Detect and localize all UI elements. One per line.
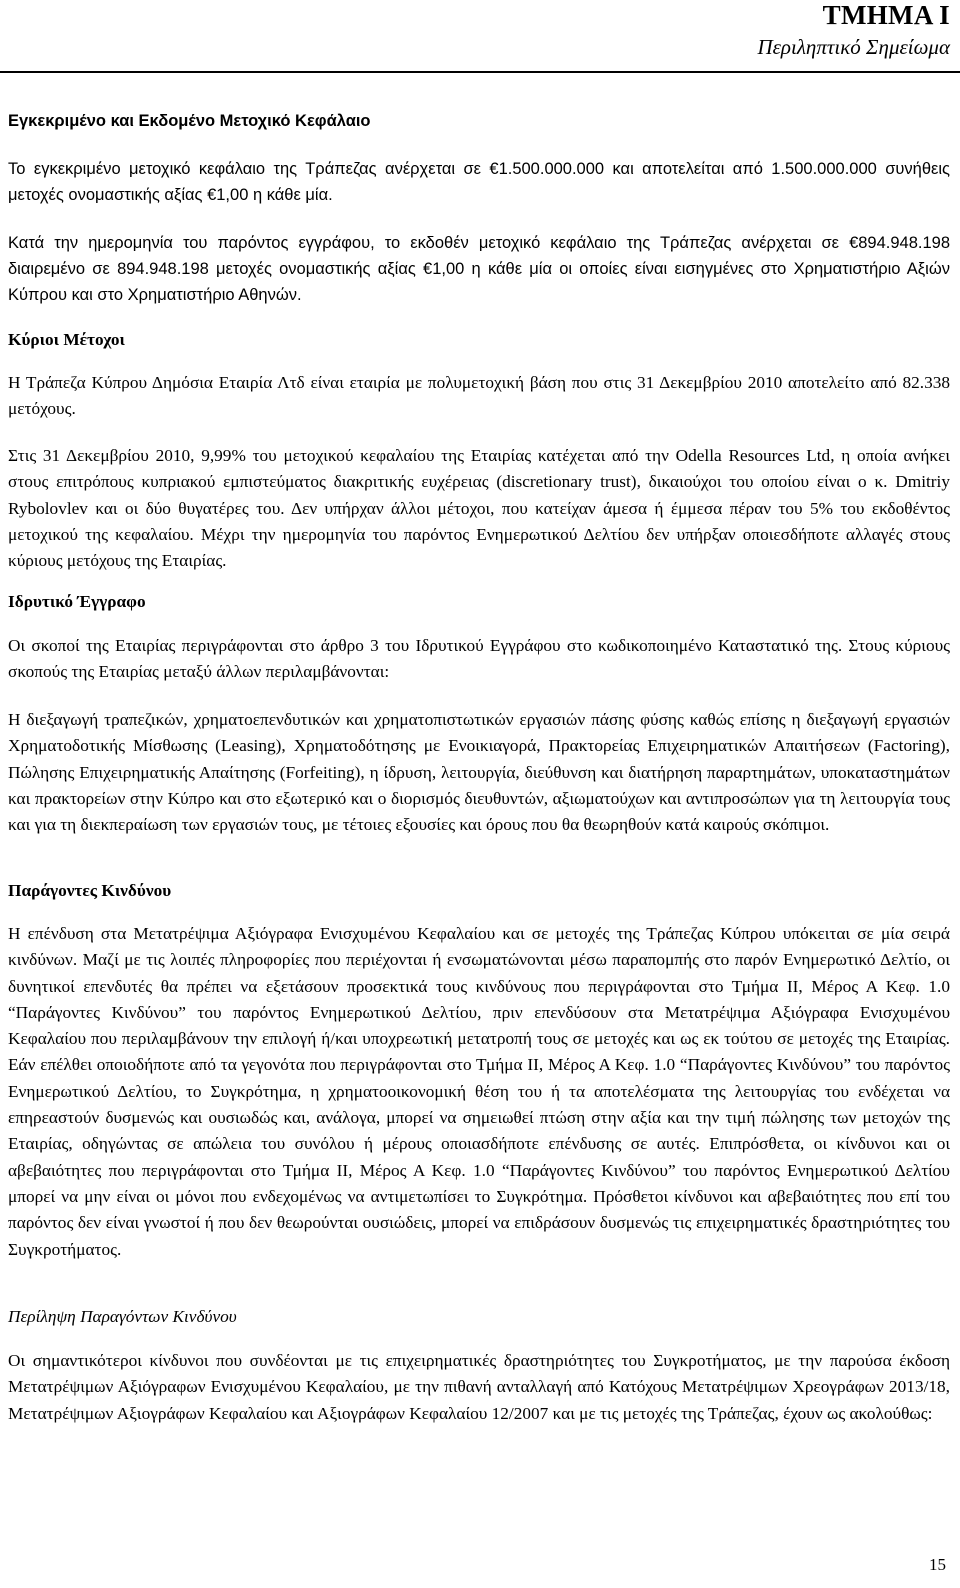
charter-paragraph-2: Η διεξαγωγή τραπεζικών, χρηματοεπενδυτικών και χρηματοπιστωτικών εργασιών πάσης φύσης καθώς επίσης η διεξαγωγή εργασιών Χρηματοδοτικής Μίσθωσης (Leasing), Χρηματοδότησης με Ενοικιαγορά, Πρακτορείας Επιχειρηματικών Απαιτήσεων (Factoring), Πώλησης Επιχειρηματικής Απαίτησης (Forfeiting), η ίδρυση, λειτουργία, διεύθυνση και διατήρηση παραρτημάτων, υποκαταστημάτων και πρακτορείων στην Κύπρο και στο εξωτερικό και ο διορισμός διευθυντών, αξιωματούχων και αντιπροσώπων για τη λειτουργία τους και για τη διεκπεραίωση των εργασιών τους, με τέτοιες εξουσίες και όρους που θα θεωρηθούν κατά καιρούς σκόπιμοι. xyxy=(8,710,950,835)
page-number: 15 xyxy=(929,1555,946,1574)
shareholders-paragraph-1: Η Τράπεζα Κύπρου Δημόσια Εταιρία Λτδ είναι εταιρία με πολυμετοχική βάση που στις 31 Δεκεμβρίου 2010 αποτελείτο από 82.338 μετόχους. xyxy=(8,373,950,419)
capital-heading: Εγκεκριμένο και Εκδομένο Μετοχικό Κεφάλαιο xyxy=(8,112,371,130)
header-divider xyxy=(0,71,960,73)
charter-paragraph-1: Οι σκοποί της Εταιρίας περιγράφονται στο άρθρο 3 του Ιδρυτικού Εγγράφου στο κωδικοποιημένο Καταστατικό της. Στους κύριους σκοπούς της Εταιρίας μεταξύ άλλων περιλαμβάνονται: xyxy=(8,636,950,682)
risks-paragraph-1: Η επένδυση στα Μετατρέψιμα Αξιόγραφα Ενισχυμένου Κεφαλαίου και σε μετοχές της Τράπεζας Κύπρου υπόκειται σε μία σειρά κινδύνων. Μαζί με τις λοιπές πληροφορίες που περιέχονται ή ενσωματώνονται μέσω παραπομπής στο παρόν Ενημερωτικό Δελτίο, οι δυνητικοί επενδυτές θα πρέπει να εξετάσουν προσεκτικά τους κινδύνους που περιγράφονται στο Τμήμα ΙΙ, Μέρος Α Κεφ. 1.0 “Παράγοντες Κινδύνου” του παρόντος Ενημερωτικού Δελτίου, πριν επενδύσουν στα Μετατρέψιμα Αξιόγραφα Ενισχυμένου Κεφαλαίου που περιλαμβάνουν την επιλογή ή/και υποχρεωτική μετατροπή τους σε μετοχές και ως εκ τούτου σε μετοχές της Εταιρίας. Εάν επέλθει οποιοδήποτε από τα γεγονότα που περιγράφονται στο Τμήμα ΙΙ, Μέρος Α Κεφ. 1.0 “Παράγοντες Κινδύνου” του παρόντος Ενημερωτικού Δελτίου, το Συγκρότημα, η χρηματοοικονομική θέση του ή τα αποτελέσματα της λειτουργίας του ενδέχεται να επηρεαστούν δυσμενώς και ουσιωδώς και, ανάλογα, μπορεί να σημειωθεί πτώση στην αξία και την τιμή πώλησης των μετοχών της Εταιρίας, οδηγώντας σε απώλεια του συνόλου ή μέρους οποιασδήποτε επένδυσης σε αυτές. Επιπρόσθετα, οι κίνδυνοι και οι αβεβαιότητες που περιγράφονται στο Τμήμα ΙΙ, Μέρος Α Κεφ. 1.0 “Παράγοντες Κινδύνου” του παρόντος Ενημερωτικού Δελτίου μπορεί να μην είναι οι μόνοι που ενδεχομένως να αντιμετωπίσει το Συγκρότημα. Πρόσθετοι κίνδυνοι και αβεβαιότητες που επί του παρόντος δεν είναι γνωστοί ή που δεν θεωρούνται ουσιώδεις, μπορεί να επιδράσουν δυσμενώς τις επιχειρηματικές δραστηριότητες του Συγκροτήματος. xyxy=(8,924,950,1259)
capital-paragraph-2: Κατά την ημερομηνία του παρόντος εγγράφου, το εκδοθέν μετοχικό κεφάλαιο της Τράπεζας ανέρχεται σε €894.948.198 διαιρεμένο σε 894.948.198 μετοχές ονομαστικής αξίας €1,00 η κάθε μία οι οποίες είναι εισηγμένες στο Χρηματιστήριο Αξιών Κύπρου και στο Χρηματιστήριο Αθηνών. xyxy=(8,234,950,304)
risk-summary-paragraph-1: Οι σημαντικότεροι κίνδυνοι που συνδέονται με τις επιχειρηματικές δραστηριότητες του Συγκροτήματος, με την παρούσα έκδοση Μετατρέψιμων Αξιόγραφων Ενισχυμένου Κεφαλαίου, με την πιθανή ανταλλαγή από Κατόχους Μετατρέψιμων Χρεογράφων 2013/18, Μετατρέψιμων Αξιογράφων Κεφαλαίου και Αξιογράφων Κεφαλαίου 12/2007 και με τις μετοχές της Τράπεζας, έχουν ως ακολούθως: xyxy=(8,1351,950,1423)
capital-paragraph-1: Το εγκεκριμένο μετοχικό κεφάλαιο της Τράπεζας ανέρχεται σε €1.500.000.000 και αποτελείται από 1.500.000.000 συνήθεις μετοχές ονομαστικής αξίας €1,00 η κάθε μία. xyxy=(8,160,950,204)
section-title: ΤΜΗΜΑ Ι xyxy=(822,0,950,30)
charter-heading: Ιδρυτικό Έγγραφο xyxy=(8,592,146,611)
shareholders-heading: Κύριοι Μέτοχοι xyxy=(8,330,125,349)
shareholders-paragraph-2: Στις 31 Δεκεμβρίου 2010, 9,99% του μετοχικού κεφαλαίου της Εταιρίας κατέχεται από την Odella Resources Ltd, η οποία ανήκει στους επιτρόπους κυπριακού εμπιστεύματος διακριτικής ευχέρειας (discretionary trust), δικαιούχοι του οποίου είναι ο κ. Dmitriy Rybolovlev και οι δύο θυγατέρες του. Δεν υπήρχαν άλλοι μέτοχοι, που κατείχαν άμεσα ή έμμεσα πέραν του 5% του εκδοθέντος μετοχικού της κεφαλαίου. Μέχρι την ημερομηνία του παρόντος Ενημερωτικού Δελτίου δεν υπήρξαν οποιεσδήποτε αλλαγές στους κύριους μετόχους της Εταιρίας. xyxy=(8,446,950,571)
section-subtitle: Περιληπτικό Σημείωμα xyxy=(757,35,950,59)
risk-summary-heading: Περίληψη Παραγόντων Κινδύνου xyxy=(8,1307,237,1326)
risks-heading: Παράγοντες Κινδύνου xyxy=(8,881,172,900)
